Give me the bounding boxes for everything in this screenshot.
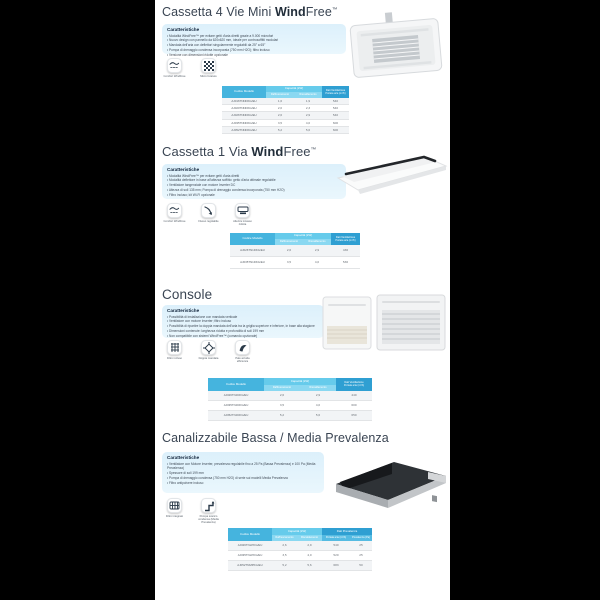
fan-blade-icon — [235, 340, 250, 355]
pressure-cell: 25 — [359, 543, 363, 547]
header-group-label: Dati Ventilazione — [325, 88, 346, 92]
cooling-cell: 1,6 — [277, 98, 283, 103]
product-image-console-b — [376, 294, 446, 352]
airflow-cell: 540 — [332, 98, 339, 103]
header-capacity-group: Capacità (kW) — [272, 528, 322, 535]
model-code-cell: AJ035TNJDKG/EU — [223, 403, 249, 407]
model-code-cell: AJ035TN1DKG/EU — [240, 260, 265, 264]
model-code-cell: AJ026TNNDKG/EU — [231, 113, 257, 118]
heating-cell: 1,9 — [305, 98, 311, 103]
cooling-cell: 3,5 — [282, 553, 287, 557]
product-image-cassetta-4-vie — [340, 8, 452, 84]
feature-bullet: • Dimensioni contenute: larghezza ridotta e profondità di soli 199 mm — [167, 329, 319, 334]
heating-cell: 4,0 — [307, 553, 312, 557]
trademark-symbol: ™ — [310, 147, 317, 153]
feature-bullet: • Ventilatore con Motore Inverter, prevalenza regolabile fino a 25 Pa (Bassa Prevalenza) e 100 Pa (Media Prevalenza) — [167, 462, 319, 472]
table-row — [228, 541, 372, 551]
header-model: Codice Modello — [230, 233, 275, 245]
header-ventilation-group — [336, 378, 372, 391]
heating-cell: 2,9 — [305, 113, 311, 118]
icon-tile-windfree — [162, 203, 187, 226]
heating-cell: 2,9 — [307, 543, 312, 547]
model-code-cell: AJ026TNLPKG/EU — [237, 543, 263, 547]
product-image-cassetta-1-via — [332, 148, 450, 204]
airflow-arrow-icon — [201, 203, 216, 218]
model-code-cell: AJ035TNLPKG/EU — [237, 553, 263, 557]
header-capacity-group: Capacità (kW) — [275, 233, 331, 239]
icon-label: Comfort WindFree — [163, 74, 186, 78]
header-heating: Riscaldamento — [303, 239, 331, 245]
model-code-cell: AJ052TNMPKG/EU — [237, 563, 263, 567]
title-text: Cassetta 4 Vie Mini — [162, 5, 275, 19]
table-row — [230, 245, 360, 257]
icon-label: Altezza incasso ridotta — [233, 219, 252, 226]
features-box — [162, 24, 346, 57]
header-heating: Riscaldamento — [294, 92, 322, 98]
icon-label: Filtro incluso — [166, 356, 183, 360]
table-header — [230, 233, 360, 245]
spec-table — [228, 528, 372, 571]
heating-cell: 5,6 — [315, 413, 321, 417]
header-cooling: Raffrescamento — [275, 239, 303, 245]
header-heating: Riscaldamento — [297, 535, 322, 541]
cooling-cell: 2,6 — [286, 248, 292, 252]
spec-table — [222, 86, 349, 134]
feature-bullet: • Nuovo design con pannello da 620x620 mm, ideale per controsoffitti modulari — [167, 38, 341, 43]
product-image-console-a — [322, 296, 372, 351]
header-heating: Riscaldamento — [300, 385, 336, 391]
features-list — [167, 315, 319, 339]
feature-bullet: • Modalità WindFree™ per evitare getti d'aria diretti grazie a 9.000 microfori — [167, 34, 341, 39]
cooling-cell: 2,6 — [282, 543, 287, 547]
feature-bullet: • Pompa di drenaggio condensa incorporata (750 mm H2O); filtro incluso — [167, 48, 341, 53]
pressure-cell: 50 — [359, 563, 363, 567]
table-header — [222, 86, 349, 98]
feature-bullet: • Pompa di drenaggio condensa (750 mm H2O) di serie sui modelli Media Prevalenza — [167, 476, 319, 481]
header-cooling: Raffrescamento — [264, 385, 300, 391]
cooling-cell: 3,5 — [277, 120, 283, 125]
heating-cell: 5,6 — [307, 563, 312, 567]
section-canalizzabile — [162, 432, 450, 592]
feature-icon-tiles — [162, 203, 255, 226]
header-model: Codice Modello — [208, 378, 264, 391]
section-title — [162, 432, 450, 445]
table-body — [230, 245, 360, 269]
heating-cell: 4,0 — [305, 120, 311, 125]
model-code-cell: AJ026TNJDKG/EU — [223, 393, 249, 397]
cooling-cell: 5,2 — [277, 128, 283, 133]
cooling-cell: 3,5 — [279, 403, 285, 407]
features-list — [167, 174, 341, 198]
feature-bullet: • Versione con dimensioni ridotte opzionale — [167, 53, 341, 58]
model-code-cell: AJ035TNNDKG/EU — [231, 120, 257, 125]
features-heading: Caratteristiche — [167, 308, 200, 313]
icon-label: Filtro integrato — [165, 514, 184, 518]
cooling-cell: 2,6 — [277, 113, 283, 118]
icon-label: Pale ad alta efficienza — [235, 356, 250, 363]
table-body — [222, 98, 349, 135]
model-code-cell: AJ052TNNDKG/EU — [231, 128, 257, 133]
product-image-canalizzabile — [328, 450, 450, 516]
brand-rest: Free — [305, 5, 332, 19]
header-airflow: Portata aria (m³/h) — [322, 535, 350, 541]
header-model: Codice Modello — [228, 528, 272, 541]
heating-cell: 4,0 — [314, 260, 320, 264]
icon-label: Micro forature — [200, 74, 217, 78]
features-heading: Caratteristiche — [167, 27, 200, 32]
icon-tile-filter — [162, 498, 187, 525]
feature-icon-tiles — [162, 58, 221, 78]
windfree-swirl-icon — [167, 203, 182, 218]
table-row — [222, 120, 349, 127]
filter-grid-icon — [167, 340, 182, 355]
icon-label: Doppia mandata — [198, 356, 219, 360]
cooling-cell: 5,2 — [282, 563, 287, 567]
heating-cell: 5,6 — [305, 128, 311, 133]
header-airflow: Portata aria (m³/h) — [335, 238, 356, 242]
features-box — [162, 164, 346, 199]
feature-bullet: • Possibilità di ripartire la doppia mandata dell'aria tra la griglia superiore e inferiore, in base alla stagione — [167, 324, 319, 329]
table-row — [228, 551, 372, 561]
airflow-cell: 600 — [351, 403, 357, 407]
heating-cell: 4,0 — [315, 403, 321, 407]
features-box — [162, 452, 324, 493]
airflow-cell: 540 — [332, 106, 339, 111]
header-cooling: Raffrescamento — [266, 92, 294, 98]
header-ventilation-group — [322, 86, 349, 98]
icon-tile-filter — [162, 340, 187, 363]
model-code-cell: AJ052TNJDKG/EU — [223, 413, 249, 417]
feature-bullet: • Mandata dell'aria con deflettori singolarmente regolabili da 25° a 65° — [167, 43, 341, 48]
table-row — [208, 401, 372, 411]
icon-label: Flusso regolabile — [198, 219, 219, 223]
table-row — [222, 127, 349, 134]
icon-tile-fan — [230, 340, 255, 363]
feature-bullet: • Modalità WindFree™ per evitare getti d'aria diretti — [167, 174, 341, 179]
brand-rest: Free — [283, 144, 311, 159]
brand-bold: Wind — [251, 144, 284, 159]
table-row — [208, 411, 372, 421]
features-heading: Caratteristiche — [167, 455, 200, 460]
model-code-cell: AJ020TNNDKG/EU — [231, 106, 257, 111]
title-text: Cassetta 1 Via — [162, 144, 252, 159]
feature-bullet: • Non compatibile con sistemi WindFree™ (comando opzionale) — [167, 334, 319, 339]
header-cooling: Raffrescamento — [272, 535, 297, 541]
four-way-airflow-icon — [201, 340, 216, 355]
pressure-cell: 25 — [359, 553, 363, 557]
airflow-cell: 600 — [332, 120, 339, 125]
table-row — [222, 112, 349, 119]
spec-table — [230, 233, 360, 269]
feature-bullet: • Spessore di soli 199 mm — [167, 471, 319, 476]
heating-cell: 2,9 — [315, 393, 321, 397]
table-header — [228, 528, 372, 541]
section-cassetta-1-via — [162, 145, 450, 288]
icon-label: Pompa scarico condensa (Media Prevalenza) — [198, 514, 219, 525]
header-static-pressure: Prevalenza (Pa) — [350, 535, 372, 541]
condensate-pump-duct-icon — [201, 498, 216, 513]
heating-cell: 2,3 — [305, 106, 311, 111]
model-code-cell: AJ026TN1DKG/EU — [240, 248, 265, 252]
airflow-cell: 600 — [332, 128, 339, 133]
airflow-cell: 520 — [333, 553, 339, 557]
heating-cell: 2,9 — [314, 248, 320, 252]
cooling-cell: 5,2 — [279, 413, 285, 417]
feature-icon-tiles — [162, 340, 255, 363]
feature-bullet: • Ventilatore tangenziale con motore Inverter DC — [167, 183, 341, 188]
header-group-label: Dati Ventilazione — [344, 381, 364, 385]
model-code-cell: AJ016TNNDKG/EU — [231, 98, 257, 103]
filter-grid-icon — [167, 498, 182, 513]
header-model: Codice Modello — [222, 86, 266, 98]
icon-tile-airflow — [196, 203, 221, 226]
windfree-swirl-icon — [167, 58, 182, 73]
trademark-symbol: ™ — [331, 7, 338, 13]
brand-bold: Wind — [274, 5, 306, 19]
airflow-cell: 540 — [332, 113, 339, 118]
cooling-cell: 2,6 — [279, 393, 285, 397]
icon-tile-windfree — [162, 58, 187, 78]
cooling-cell: 3,5 — [286, 260, 292, 264]
header-group-label: Dati Ventilazione — [335, 235, 356, 239]
airflow-cell: 536 — [342, 260, 349, 264]
table-row — [222, 105, 349, 112]
feature-icon-tiles — [162, 498, 221, 525]
table-row — [222, 98, 349, 105]
airflow-cell: 540 — [333, 543, 339, 547]
icon-tile-slim — [230, 203, 255, 226]
table-row — [228, 561, 372, 571]
icon-tile-dual-flow — [196, 340, 221, 363]
features-heading: Caratteristiche — [167, 167, 200, 172]
features-list — [167, 462, 319, 486]
icon-tile-pump — [196, 498, 221, 525]
header-prevalenza-group: Dati Prevalenza — [322, 528, 372, 535]
title-text: Canalizzabile Bassa / Media Prevalenza — [162, 431, 389, 445]
spec-table — [208, 378, 372, 421]
section-console — [162, 288, 450, 432]
table-row — [230, 257, 360, 269]
section-cassetta-4-vie-mini — [162, 6, 450, 145]
title-text: Console — [162, 287, 213, 302]
airflow-cell: 436 — [342, 248, 349, 252]
header-ventilation-group — [331, 233, 360, 245]
airflow-cell: 650 — [351, 413, 357, 417]
cooling-cell: 2,0 — [277, 106, 283, 111]
header-airflow: Portata aria (m³/h) — [325, 91, 346, 95]
icon-label: Comfort WindFree — [163, 219, 186, 223]
table-body — [208, 391, 372, 421]
features-list — [167, 34, 341, 58]
feature-bullet: • Altezza di soli 135 mm; Pompa di drenaggio condensa incorporata (750 mm H2O) — [167, 188, 341, 193]
table-body — [228, 541, 372, 571]
micro-holes-grid-icon — [201, 58, 216, 73]
slim-cassette-icon — [235, 203, 250, 218]
header-capacity-group: Capacità (kW) — [264, 378, 336, 385]
feature-bullet: • Possibilità di installazione con mandata verticale — [167, 315, 319, 320]
feature-bullet: • Filtro incluso; kit Wi-Fi opzionale — [167, 193, 341, 198]
airflow-cell: 440 — [351, 393, 357, 397]
feature-bullet: • Filtro antipolvere incluso — [167, 481, 319, 486]
feature-bullet: • Modalità deflettore in base all'altezza soffitto: getto d'aria ottimale regolabile — [167, 178, 341, 183]
catalog-page — [155, 0, 450, 600]
header-airflow: Portata aria (m³/h) — [343, 384, 365, 388]
table-header — [208, 378, 372, 391]
header-capacity-group: Capacità (kW) — [266, 86, 322, 92]
features-box — [162, 305, 324, 338]
feature-bullet: • Ventilatore con motore Inverter; filtro incluso — [167, 319, 319, 324]
table-row — [208, 391, 372, 401]
icon-tile-microholes — [196, 58, 221, 78]
airflow-cell: 683 — [333, 563, 339, 567]
